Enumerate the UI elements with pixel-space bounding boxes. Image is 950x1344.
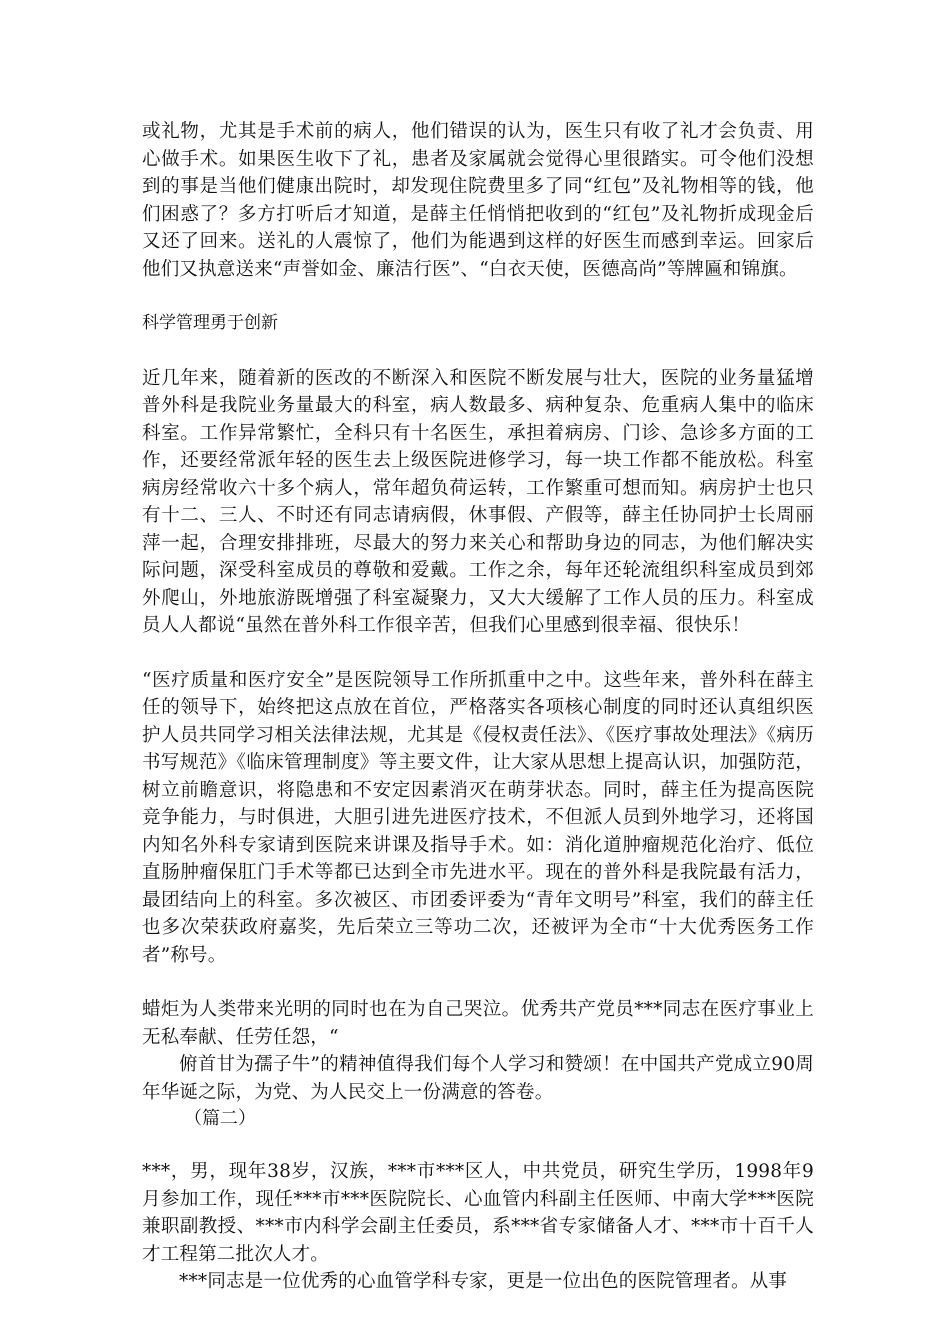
section-heading-management: 科学管理勇于创新 (142, 313, 278, 333)
section-label-part-two: （篇二） (184, 1108, 256, 1129)
paragraph-gift-return: 或礼物，尤其是手术前的病人，他们错误的认为，医生只有收了礼才会负责、用心做手术。如果医生收下了礼，患者及家属就会觉得心里很踏实。可令他们没想到的事是当他们健康出院时，却发现住院费里多了同“红包”及礼物相等的钱，他们困惑了？多方打听后才知道，是薛主任悄悄把收到的“红包”及礼物折成现金后又还了回来。送礼的人震惊了，他们为能遇到这样的好医生而感到幸运。回家后他们又执意送来“声誉如金、廉洁行医”、“白衣天使，医德高尚”等牌匾和锦旗。 (142, 121, 814, 280)
spacer (142, 640, 814, 667)
paragraph-profile: ***，男，现年38岁，汉族，***市***区人，中共党员，研究生学历，1998年9月参加工作，现任***市***医院院长、心血管内科副主任医师、中南大学***医院兼职副教授、***市内科学会副主任委员，系***省专家储备人才、***市十百千人才工程第二批次人才。 (142, 1161, 814, 1265)
document-page (142, 118, 814, 1296)
spacer (142, 283, 814, 310)
paragraph-quality-safety: “医疗质量和医疗安全”是医院领导工作所抓重中之中。这些年来，普外科在薛主任的领导下，始终把这点放在首位，严格落实各项核心制度的同时还认真组织医护人员共同学习相关法律法规，尤其是《侵权责任法》、《医疗事故处理法》《病历书写规范》《临床管理制度》等主要文件，让大家从思想上提高认识，加强防范，树立前瞻意识，将隐患和不安定因素消灭在萌芽状态。同时，薛主任为提高医院竞争能力，与时俱进，大胆引进先进医疗技术，不但派人员到外地学习，还将国内知名外科专家请到医院来讲课及指导手术。如：消化道肿瘤规范化治疗、低位直肠肿瘤保肛门手术等都已达到全市先进水平。现在的普外科是我院最有活力，最团结向上的科室。多次被区、市团委评委为“青年文明号”科室，我们的薛主任也多次荣获政府嘉奖，先后荣立三等功二次，还被评为全市“十大优秀医务工作者”称号。 (142, 669, 814, 966)
paragraph-candle-metaphor: 蜡炬为人类带来光明的同时也在为自己哭泣。优秀共产党员***同志在医疗事业上无私奉献、任劳任怨，“ (142, 999, 814, 1048)
paragraph-profile-continued: ***同志是一位优秀的心血管学科专家，更是一位出色的医院管理者。从事 (179, 1271, 788, 1292)
spacer (142, 1132, 814, 1158)
spacer (142, 338, 814, 365)
spacer (142, 969, 814, 996)
paragraph-department-workload: 近几年来，随着新的医改的不断深入和医院不断发展与壮大，医院的业务量猛增普外科是我院业务量最大的科室，病人数最多、病种复杂、危重病人集中的临床科室。工作异常繁忙，全科只有十名医生，承担着病房、门诊、急诊多方面的工作，还要经常派年轻的医生去上级医院进修学习，每一块工作都不能放松。科室病房经常收六十多个病人，常年超负荷运转，工作繁重可想而知。病房护士也只有十二、三人、不时还有同志请病假，休事假、产假等，薛主任协同护士长周丽萍一起，合理安排排班，尽最大的努力来关心和帮助身边的同志，为他们解决实际问题，深受科室成员的尊敬和爱戴。工作之余，每年还轮流组织科室成员到郊外爬山，外地旅游既增强了科室凝聚力，又大大缓解了工作人员的压力。科室成员人人都说“虽然在普外科工作很辛苦，但我们心里感到很幸福、很快乐！ (142, 367, 814, 636)
paragraph-praise: 俯首甘为孺子牛”的精神值得我们每个人学习和赞颂！在中国共产党成立90周年华诞之际，为党、为人民交上一份满意的答卷。 (142, 1054, 814, 1103)
